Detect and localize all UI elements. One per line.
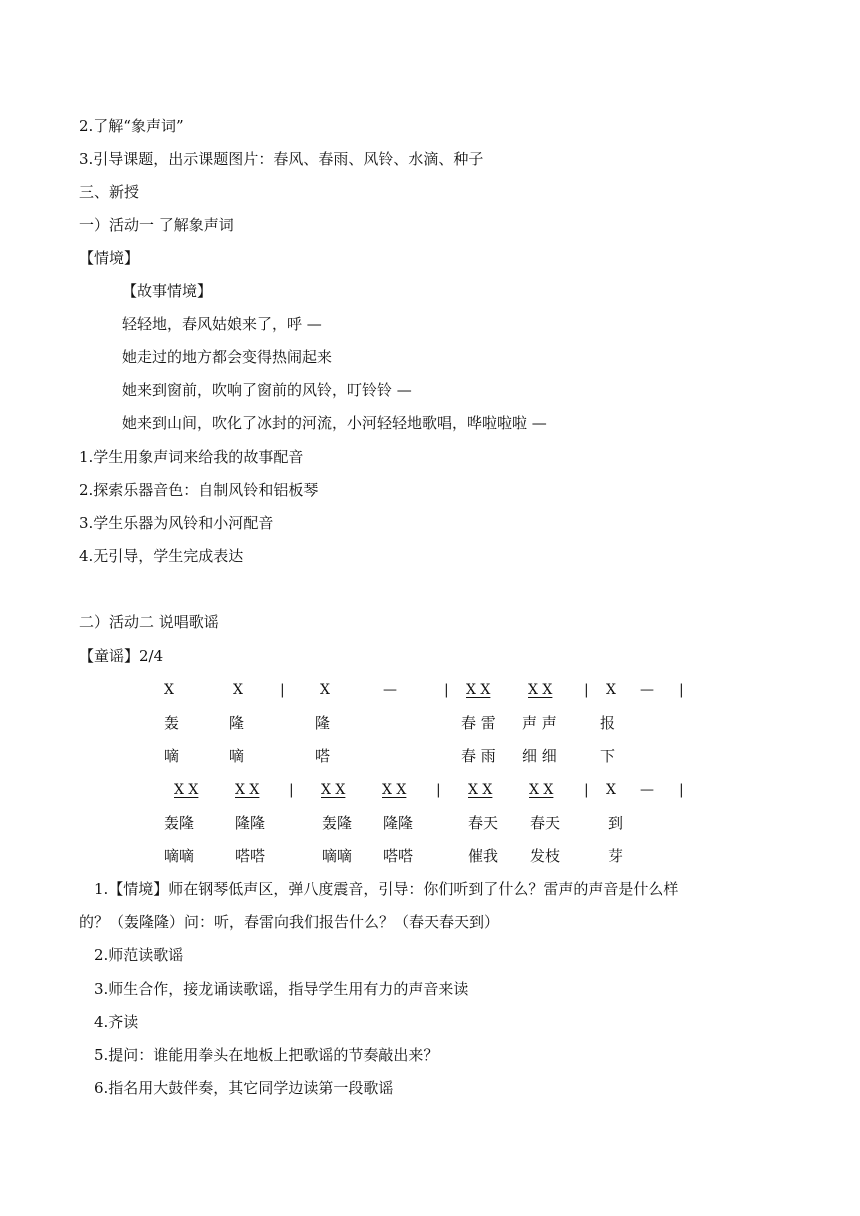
- list-item: 4.无引导，学生完成表达: [79, 547, 244, 565]
- lyric: 轰隆: [322, 814, 353, 832]
- rhythm-rest: —: [640, 682, 654, 698]
- text-line: 【故事情境】: [122, 282, 213, 300]
- story-line: 她来到窗前，吹响了窗前的风铃，叮铃铃 —: [122, 381, 412, 399]
- step-item: 4.齐读: [94, 1013, 139, 1031]
- section-heading: 三、新授: [79, 183, 140, 201]
- rhythm-note: X X: [382, 782, 407, 798]
- step-item: 6.指名用大鼓伴奏，其它同学边读第一段歌谣: [94, 1079, 394, 1097]
- step-item: 3.师生合作，接龙诵读歌谣，指导学生用有力的声音来读: [94, 980, 469, 998]
- lyric: 隆: [229, 714, 245, 732]
- list-item: 1.学生用象声词来给我的故事配音: [79, 448, 304, 466]
- rhythm-note: X X: [235, 782, 260, 798]
- activity-heading: 一）活动一 了解象声词: [79, 216, 234, 234]
- rhythm-note: X X: [466, 682, 491, 698]
- lyric: 细 细: [522, 747, 557, 765]
- lyric: 嘀: [164, 747, 180, 765]
- lyric: 下: [600, 747, 616, 765]
- text-line: 【童谣】2/4: [79, 647, 164, 665]
- rhythm-note: X: [606, 682, 616, 698]
- bar-line: |: [289, 782, 294, 798]
- lyric: 春天: [468, 814, 499, 832]
- step-item: 2.师范读歌谣: [94, 946, 184, 964]
- bar-line: |: [444, 682, 449, 698]
- lyric: 催我: [468, 847, 499, 865]
- rhythm-note: X X: [529, 782, 554, 798]
- rhythm-note: X: [164, 682, 174, 698]
- lyric: 隆: [315, 714, 331, 732]
- lyric: 嗒: [315, 747, 331, 765]
- rhythm-note: X: [320, 682, 330, 698]
- lyric: 嘀嘀: [322, 847, 353, 865]
- lyric: 嘀嘀: [164, 847, 195, 865]
- lyric: 到: [608, 814, 624, 832]
- lyric: 嘀: [229, 747, 245, 765]
- lyric: 春天: [530, 814, 561, 832]
- activity-heading: 二）活动二 说唱歌谣: [79, 613, 219, 631]
- step-item: 1.【情境】师在钢琴低声区，弹八度震音，引导：你们听到了什么？雷声的声音是什么样: [94, 880, 679, 898]
- bar-line: |: [679, 782, 684, 798]
- story-line: 轻轻地，春风姑娘来了，呼 —: [122, 315, 322, 333]
- rhythm-note: X: [606, 782, 616, 798]
- text-line: 3.引导课题，出示课题图片：春风、春雨、风铃、水滴、种子: [79, 150, 484, 168]
- bar-line: |: [436, 782, 441, 798]
- bar-line: |: [280, 682, 285, 698]
- lyric: 发枝: [530, 847, 561, 865]
- rhythm-note: X X: [174, 782, 199, 798]
- rhythm-rest: —: [640, 782, 654, 798]
- lyric: 声 声: [522, 714, 557, 732]
- rhythm-note: X: [233, 682, 243, 698]
- step-item: 5.提问：谁能用拳头在地板上把歌谣的节奏敲出来？: [94, 1046, 439, 1064]
- lyric: 隆隆: [235, 814, 266, 832]
- lyric: 芽: [608, 847, 624, 865]
- text-line: 2.了解“象声词”: [79, 117, 184, 135]
- rhythm-rest: —: [383, 682, 397, 698]
- lyric: 轰: [164, 714, 180, 732]
- list-item: 2.探索乐器音色：自制风铃和铝板琴: [79, 481, 319, 499]
- lyric: 隆隆: [383, 814, 414, 832]
- rhythm-note: X X: [528, 682, 553, 698]
- lyric: 春 雷: [461, 714, 496, 732]
- bar-line: |: [584, 782, 589, 798]
- bar-line: |: [584, 682, 589, 698]
- rhythm-note: X X: [468, 782, 493, 798]
- lyric: 春 雨: [461, 747, 496, 765]
- list-item: 3.学生乐器为风铃和小河配音: [79, 514, 274, 532]
- lyric: 嗒嗒: [235, 847, 266, 865]
- rhythm-note: X X: [321, 782, 346, 798]
- story-line: 她来到山间，吹化了冰封的河流，小河轻轻地歌唱，哗啦啦啦 —: [122, 414, 547, 432]
- bar-line: |: [679, 682, 684, 698]
- story-line: 她走过的地方都会变得热闹起来: [122, 348, 333, 366]
- lyric: 轰隆: [164, 814, 195, 832]
- text-line: 【情境】: [79, 249, 140, 267]
- lyric: 嗒嗒: [383, 847, 414, 865]
- step-item-continued: 的？（轰隆隆）问：听，春雷向我们报告什么？（春天春天到）: [79, 913, 500, 931]
- lyric: 报: [600, 714, 616, 732]
